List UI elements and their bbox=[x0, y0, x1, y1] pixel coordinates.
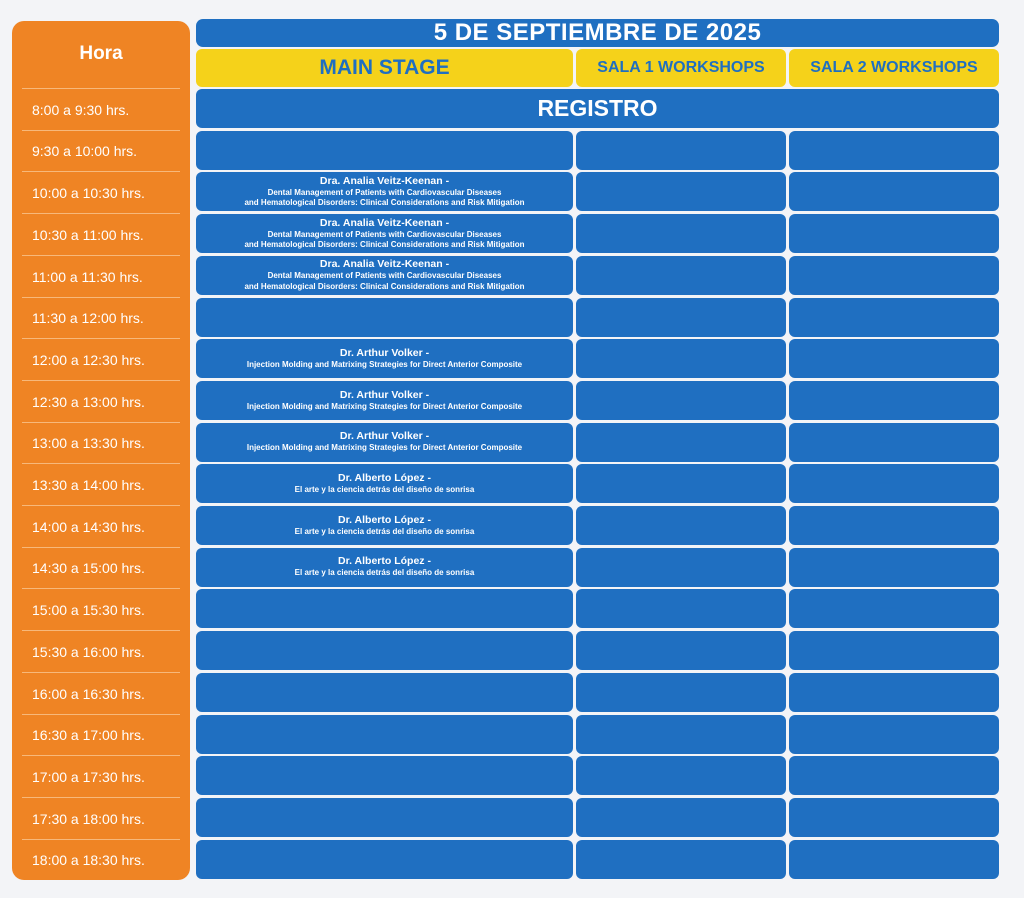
sala-1-session bbox=[576, 673, 786, 712]
row-divider bbox=[22, 547, 180, 548]
sala-1-session bbox=[576, 298, 786, 337]
speaker-name: Dr. Arthur Volker - bbox=[339, 388, 430, 401]
sala-2-session bbox=[789, 840, 999, 879]
row-divider bbox=[22, 463, 180, 464]
talk-title: Dental Management of Patients with Cardiovascular Diseases bbox=[267, 187, 502, 197]
sala-2-session bbox=[789, 381, 999, 420]
time-slot-label: 18:00 a 18:30 hrs. bbox=[32, 852, 145, 869]
speaker-name: Dr. Alberto López - bbox=[338, 513, 431, 526]
registro-banner: REGISTRO bbox=[196, 89, 999, 128]
sala-2-session bbox=[789, 256, 999, 295]
row-divider bbox=[22, 714, 180, 715]
sala-1-session bbox=[576, 798, 786, 837]
main-stage-session bbox=[196, 506, 573, 545]
sala-1-session bbox=[576, 172, 786, 211]
time-slot-label: 13:30 a 14:00 hrs. bbox=[32, 477, 145, 494]
sala-2-session bbox=[789, 756, 999, 795]
sala-2-session bbox=[789, 131, 999, 170]
row-divider bbox=[22, 380, 180, 381]
sala-2-session bbox=[789, 214, 999, 253]
speaker-name: Dr. Alberto López - bbox=[338, 472, 431, 485]
sala-1-session bbox=[576, 840, 786, 879]
main-stage-session bbox=[196, 256, 573, 295]
talk-title: and Hematological Disorders: Clinical Considerations and Risk Mitigation bbox=[244, 281, 525, 291]
main-stage-session bbox=[196, 131, 573, 170]
time-slot-label: 9:30 a 10:00 hrs. bbox=[32, 143, 138, 160]
speaker-name: Dr. Alberto López - bbox=[338, 555, 431, 568]
sala-1-session bbox=[576, 589, 786, 628]
time-slot-label: 16:00 a 16:30 hrs. bbox=[32, 685, 145, 702]
time-slot-label: 17:00 a 17:30 hrs. bbox=[32, 768, 145, 785]
speaker-name: Dr. Arthur Volker - bbox=[339, 346, 430, 359]
sala-1-session bbox=[576, 548, 786, 587]
main-stage-session bbox=[196, 339, 573, 378]
row-divider bbox=[22, 255, 180, 256]
sala-1-session bbox=[576, 423, 786, 462]
sala-2-session bbox=[789, 631, 999, 670]
time-slot-label: 8:00 a 9:30 hrs. bbox=[32, 101, 130, 118]
sala-1-header: SALA 1 WORKSHOPS bbox=[576, 49, 786, 87]
main-stage-session bbox=[196, 423, 573, 462]
row-divider bbox=[22, 130, 180, 131]
sala-2-session bbox=[789, 464, 999, 503]
time-slot-label: 17:30 a 18:00 hrs. bbox=[32, 810, 145, 827]
speaker-name: Dra. Analia Veitz-Keenan - bbox=[319, 174, 450, 187]
main-stage-session bbox=[196, 548, 573, 587]
time-slot-label: 15:00 a 15:30 hrs. bbox=[32, 602, 145, 619]
main-stage-session bbox=[196, 172, 573, 211]
talk-title: Dental Management of Patients with Cardiovascular Diseases bbox=[267, 271, 502, 281]
sala-1-session bbox=[576, 715, 786, 754]
sala-2-session bbox=[789, 339, 999, 378]
hours-column bbox=[12, 21, 190, 880]
sala-2-header: SALA 2 WORKSHOPS bbox=[789, 49, 999, 87]
time-slot-label: 14:30 a 15:00 hrs. bbox=[32, 560, 145, 577]
talk-title: El arte y la ciencia detrás del diseño de sonrisa bbox=[294, 568, 475, 578]
row-divider bbox=[22, 839, 180, 840]
sala-2-session bbox=[789, 798, 999, 837]
sala-2-session bbox=[789, 589, 999, 628]
talk-title: El arte y la ciencia detrás del diseño de sonrisa bbox=[294, 485, 475, 495]
row-divider bbox=[22, 171, 180, 172]
row-divider bbox=[22, 630, 180, 631]
sala-2-session bbox=[789, 673, 999, 712]
time-slot-label: 10:30 a 11:00 hrs. bbox=[32, 226, 144, 243]
sala-1-session bbox=[576, 256, 786, 295]
row-divider bbox=[22, 88, 180, 89]
speaker-name: Dr. Arthur Volker - bbox=[339, 430, 430, 443]
main-stage-session bbox=[196, 464, 573, 503]
speaker-name: Dra. Analia Veitz-Keenan - bbox=[319, 216, 450, 229]
talk-title: El arte y la ciencia detrás del diseño de sonrisa bbox=[294, 526, 475, 536]
main-stage-session bbox=[196, 381, 573, 420]
sala-1-session bbox=[576, 464, 786, 503]
speaker-name: Dra. Analia Veitz-Keenan - bbox=[319, 258, 450, 271]
time-slot-label: 16:30 a 17:00 hrs. bbox=[32, 727, 145, 744]
talk-title: and Hematological Disorders: Clinical Considerations and Risk Mitigation bbox=[244, 198, 525, 208]
main-stage-session bbox=[196, 589, 573, 628]
sala-1-session bbox=[576, 131, 786, 170]
main-stage-session bbox=[196, 715, 573, 754]
main-stage-session bbox=[196, 298, 573, 337]
main-stage-session bbox=[196, 214, 573, 253]
time-slot-label: 10:00 a 10:30 hrs. bbox=[32, 185, 145, 202]
sala-1-session bbox=[576, 631, 786, 670]
row-divider bbox=[22, 755, 180, 756]
time-slot-label: 12:00 a 12:30 hrs. bbox=[32, 351, 145, 368]
talk-title: and Hematological Disorders: Clinical Considerations and Risk Mitigation bbox=[244, 240, 525, 250]
main-stage-session bbox=[196, 673, 573, 712]
main-stage-session bbox=[196, 798, 573, 837]
row-divider bbox=[22, 297, 180, 298]
row-divider bbox=[22, 588, 180, 589]
talk-title: Dental Management of Patients with Cardiovascular Diseases bbox=[267, 229, 502, 239]
time-slot-label: 14:00 a 14:30 hrs. bbox=[32, 518, 145, 535]
sala-2-session bbox=[789, 298, 999, 337]
row-divider bbox=[22, 422, 180, 423]
date-banner: 5 DE SEPTIEMBRE DE 2025 bbox=[196, 19, 999, 47]
main-stage-session bbox=[196, 756, 573, 795]
time-slot-label: 12:30 a 13:00 hrs. bbox=[32, 393, 145, 410]
row-divider bbox=[22, 672, 180, 673]
sala-1-session bbox=[576, 214, 786, 253]
main-stage-session bbox=[196, 631, 573, 670]
sala-2-session bbox=[789, 548, 999, 587]
row-divider bbox=[22, 505, 180, 506]
main-stage-header: MAIN STAGE bbox=[196, 49, 573, 87]
time-slot-label: 15:30 a 16:00 hrs. bbox=[32, 643, 145, 660]
hours-title: Hora bbox=[79, 43, 123, 64]
talk-title: Injection Molding and Matrixing Strategies for Direct Anterior Composite bbox=[246, 443, 523, 453]
row-divider bbox=[22, 338, 180, 339]
sala-1-session bbox=[576, 339, 786, 378]
talk-title: Injection Molding and Matrixing Strategies for Direct Anterior Composite bbox=[246, 359, 523, 369]
time-slot-label: 11:00 a 11:30 hrs. bbox=[32, 268, 143, 285]
time-slot-label: 13:00 a 13:30 hrs. bbox=[32, 435, 145, 452]
row-divider bbox=[22, 797, 180, 798]
sala-1-session bbox=[576, 506, 786, 545]
sala-2-session bbox=[789, 423, 999, 462]
talk-title: Injection Molding and Matrixing Strategies for Direct Anterior Composite bbox=[246, 401, 523, 411]
row-divider bbox=[22, 213, 180, 214]
time-slot-label: 11:30 a 12:00 hrs. bbox=[32, 310, 144, 327]
main-stage-session bbox=[196, 840, 573, 879]
sala-1-session bbox=[576, 756, 786, 795]
sala-2-session bbox=[789, 506, 999, 545]
sala-1-session bbox=[576, 381, 786, 420]
sala-2-session bbox=[789, 172, 999, 211]
sala-2-session bbox=[789, 715, 999, 754]
